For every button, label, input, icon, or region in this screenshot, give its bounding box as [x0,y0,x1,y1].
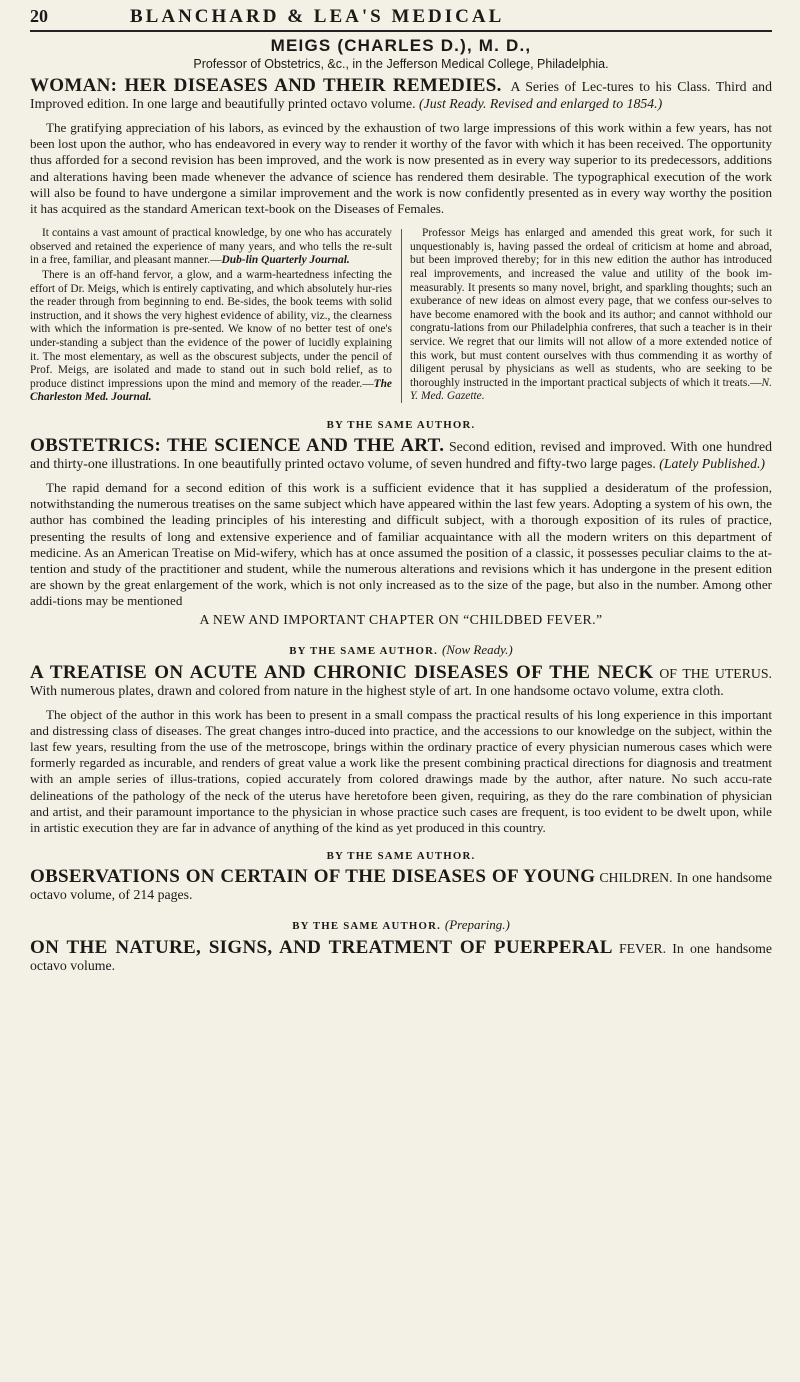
reviews-left-column [30,227,392,405]
review-charleston [30,269,392,405]
review-ny-gazette-text: Professor Meigs has enlarged and amended this great work, for such it unquestionably is, having passed the ordeal of criticism at home and abroad, but been improved thereby; for in this new edition the author has introduced real improvements, and increased the value and utility of the book im-measurably. It presents so many novel, bright, and sparkling thoughts; such an exuberance of new ideas on almost every page, that we confess our-selves to have become enamored with the book and its author; and cannot withhold our congratu-lations from our Philadelphia confreres, that such a teacher is in their service. We regret that our limits will not allow of a more extended notice of this work, but must content ourselves with thus commending it as worthy of diligent perusal by physicians as well as students, who are seeking to be thoroughly instructed in the important practical subjects of which it treats.— [410,227,772,389]
book-children-heading: OBSERVATIONS ON CERTAIN OF THE DISEASES OF YOUNG [30,866,596,888]
book-children-byline: BY THE SAME AUTHOR. [326,850,476,863]
author-name: MEIGS (CHARLES D.), M. D., [270,36,532,55]
review-charleston-source: The Charleston Med. Journal. [30,377,392,404]
book-children-title [30,868,772,903]
book-woman-status: (Just Ready. Revised and enlarged to 1854.) [419,96,663,111]
book-neck-byline [30,642,772,658]
review-dublin-text: It contains a vast amount of practical knowledge, by one who has accurately observed and retained the experience of many years, and who tells the re-sult in a free, familiar, and pleasant manner.— [30,227,392,267]
book-obstetrics-status: (Lately Published.) [659,455,766,471]
book-obstetrics-heading: OBSTETRICS: THE SCIENCE AND THE ART. [30,434,445,456]
running-head [30,6,772,28]
book-neck-heading: A TREATISE ON ACUTE AND CHRONIC DISEASES OF THE NECK [30,661,654,683]
review-ny-gazette [410,227,772,404]
author-title: Professor of Obstetrics, &c., in the Jefferson Medical College, Philadelphia. [193,57,609,71]
header-rule [30,30,772,32]
review-ny-gazette-source: N. Y. Med. Gazette. [410,376,772,403]
book-obstetrics-subtitle: Second edition, revised and improved. With one hundred and thirty-one illustrations. In one beautifully printed octavo volume, of seven hundred and fifty-two large pages. [30,438,772,471]
book-neck-byline-text: BY THE SAME AUTHOR. [289,644,439,657]
page-number: 20 [30,6,48,26]
book-neck-description: The object of the author in this work has been to present in a small compass the practical results of his long experience in this important and distressing class of diseases. The great changes intro-duced into practice, and the accessions to our knowledge on the subject, within the last few years, resulting from the use of the metroscope, brings within the ordinary practice of every physician numerous cases which were formerly regarded as incurable, and renders of great value a work like the present combining practical directions for diagnosis and treatment with an ample series of illus-trations, copied accurately from colored drawings made by the author, after nature. No such accu-rate delineations of the pathology of the neck of the uterus have heretofore been given, requiring, as they do the rare combination of physician and artist, and their paramount importance to the physician in whose practice such cases are frequent, is too evident to be dwelt upon, while in artistic execution they are far in advance of anything of the kind as yet produced in this country. [30,706,772,835]
book-woman-subtitle: A Series of Lec-tures to his Class. Third and Improved edition. In one large and beautifully printed octavo volume. [30,79,772,111]
review-dublin-source: Dub-lin Quarterly Journal. [221,254,350,267]
review-dublin [30,227,392,268]
book-obstetrics-title [30,434,772,472]
book-obstetrics-description: The rapid demand for a second edition of this work is a sufficient evidence that it has supplied a desideratum of the profession, notwithstanding the numerous treatises on the same subject which have appeared within the last few years. Adopting a system of his own, the author has combined the leading principles of his interesting and difficult subject, with a thorough exposition of its rules of practice, presenting the results of long and extensive experience and of familiar acquaintance with all the modern writers on this department of medicine. As an American Treatise on Mid-wifery, which has at once assumed the position of a classic, it possesses peculiar claims to the at-tention and study of the practitioner and student, while the numerous alterations and revisions which it has undergone in the present edition are shown by the great enlargement of the work, which is not only increased as to the size of the page, but also in the number. Among other addi-tions may be mentioned [30,479,772,609]
book-puerperal-status: (Preparing.) [444,917,510,933]
review-charleston-text: There is an off-hand fervor, a glow, and a warm-heartedness infecting the effort of Dr. Meigs, which is entirely captivating, and which absolutely hur-ries the reader through from beginning to end. Be-sides, the book teems with solid instruction, and it shows the very highest evidence of ability, viz., the clearness with which the information is pre-sented. We know of no better test of one's under-standing a subject than the evidence of the power of lucidly explaining it. The most elementary, as well as the obscurest subjects, under the pencil of Prof. Meigs, are isolated and made to stand out in such bold relief, as to produce distinct impressions upon the mind and memory of the reader.— [30,269,392,390]
running-title: BLANCHARD & LEA'S MEDICAL [130,6,505,27]
book-puerperal-byline [30,917,772,933]
book-puerperal-subtitle: FEVER. In one handsome octavo volume. [30,941,773,974]
book-woman-title [30,77,772,112]
book-puerperal-title [30,939,772,974]
book-puerperal-heading: ON THE NATURE, SIGNS, AND TREATMENT OF PUERPERAL [30,937,613,959]
book-woman-description: The gratifying appreciation of his labors, as evinced by the exhaustion of two large impressions of this work within a few years, has not been lost upon the author, who has endeavored in every way to render it worthy of the favor with which it has been received. The opportunity thus afforded for a second revision has been improved, and the work is now presented as in every way superior to its predecessors, additions and alterations having been made whenever the advance of science has rendered them desirable. The typographical execution of the work will also be found to have undergone a similar improvement and the work is now confidently presented as in every way worthy the position it has acquired as the standard American text-book on the Diseases of Females. [30,120,772,217]
book-children-subtitle: CHILDREN. In one handsome octavo volume, of 214 pages. [30,870,772,903]
column-divider [401,229,402,403]
reviews-right-column [410,227,772,405]
book-obstetrics-chapter-note: A NEW AND IMPORTANT CHAPTER ON “CHILDBED FEVER.” [199,611,603,627]
book-neck-status: (Now Ready.) [441,641,513,657]
book-puerperal-byline-text: BY THE SAME AUTHOR. [292,920,441,933]
book-neck-title [30,661,772,699]
book-woman-heading: WOMAN: HER DISEASES AND THEIR REMEDIES. [30,75,502,96]
book-neck-subtitle: OF THE UTERUS. With numerous plates, drawn and colored from nature in the highest style of art. In one handsome octavo volume, extra cloth. [30,665,772,698]
book-obstetrics-byline: BY THE SAME AUTHOR. [326,418,476,431]
book-woman-reviews [30,227,772,405]
